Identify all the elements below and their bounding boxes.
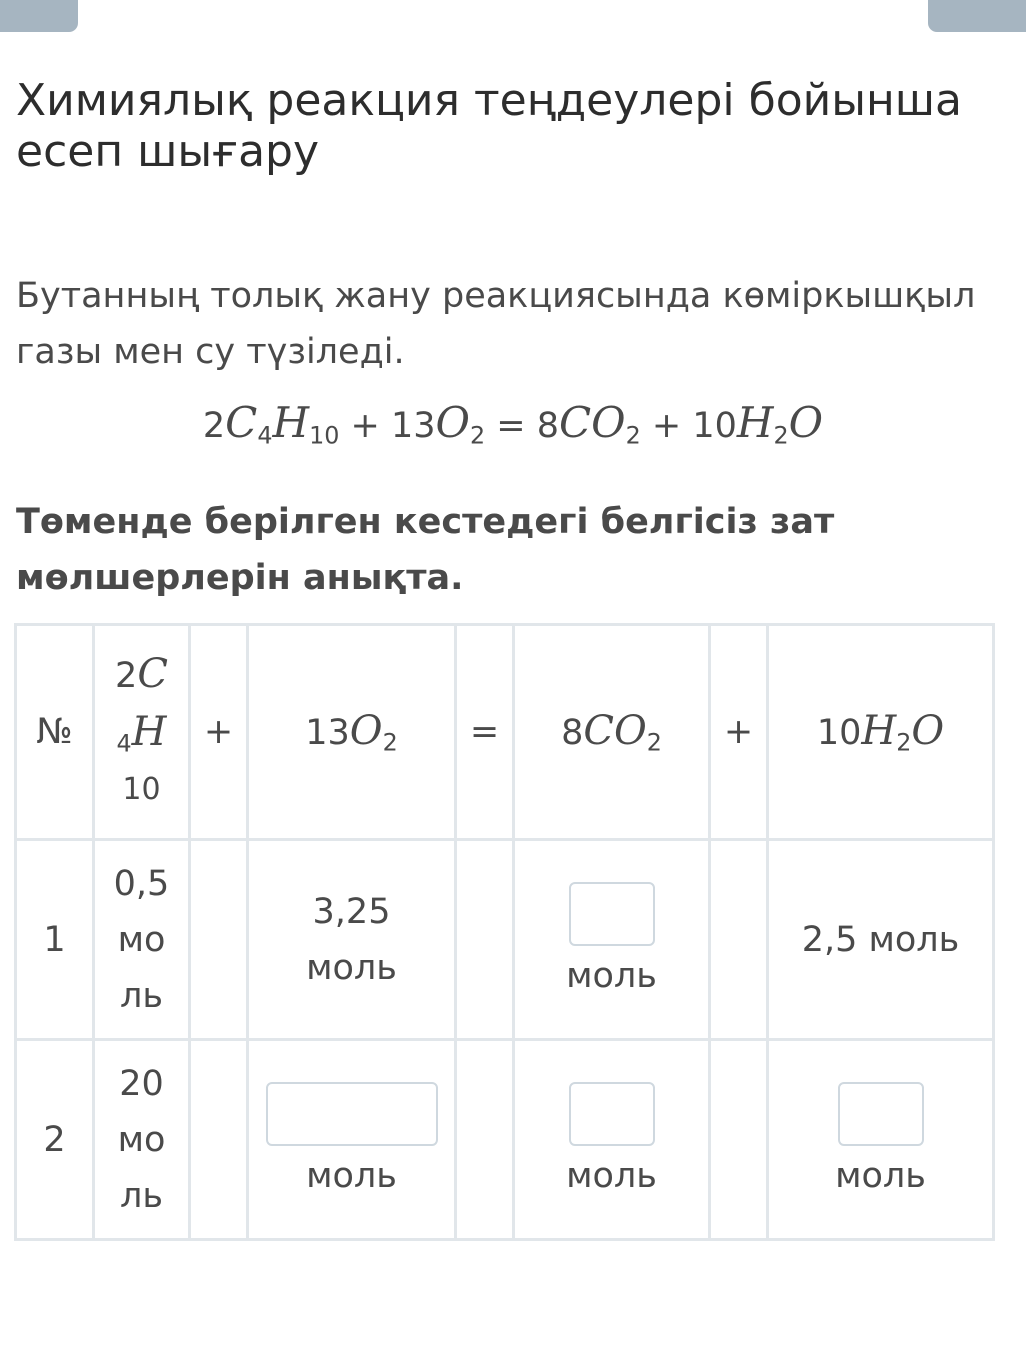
row-2-number: 2 xyxy=(16,1040,94,1240)
table-header-row xyxy=(16,625,994,840)
top-right-tab[interactable] xyxy=(928,0,1026,32)
row-2-plus-cell xyxy=(190,1040,248,1240)
row-1-oxygen: 3,25 моль xyxy=(248,840,456,1040)
row-2-co2-answer-input[interactable] xyxy=(569,1082,655,1146)
header-butane: 2C $_4$H 10 xyxy=(94,625,190,840)
row-1-number: 1 xyxy=(16,840,94,1040)
header-plus-2: + xyxy=(710,625,768,840)
row-1-co2: моль xyxy=(514,840,710,1040)
problem-description: Бутанның толық жану реакциясында көміркышқыл газы мен су түзіледі. xyxy=(16,276,976,372)
header-equals: = xyxy=(456,625,514,840)
row-1-water: 2,5 моль xyxy=(768,840,994,1040)
task-instruction: Төменде берілген кестедегі белгісіз зат мөлшерлерін анықта. xyxy=(16,502,835,598)
row-2-oxygen: моль xyxy=(248,1040,456,1240)
header-number: № xyxy=(16,625,94,840)
header-water: $10H_2O$ xyxy=(768,625,994,840)
row-2-water: моль xyxy=(768,1040,994,1240)
row-1-equals-cell xyxy=(456,840,514,1040)
header-co2: $8CO_2$ xyxy=(514,625,710,840)
table-row xyxy=(16,840,994,1040)
top-left-tab[interactable] xyxy=(0,0,78,32)
row-1-co2-answer-input[interactable] xyxy=(569,882,655,946)
row-1-butane: 0,5 мо ль xyxy=(94,840,190,1040)
row-2-plus-cell-2 xyxy=(710,1040,768,1240)
table-row xyxy=(16,1040,994,1240)
page-title: Химиялық реакция теңдеулері бойынша есеп шығару xyxy=(16,75,962,177)
amounts-table xyxy=(14,623,995,1241)
row-2-oxygen-answer-input[interactable] xyxy=(266,1082,438,1146)
reaction-equation: $2C_4H_{10} + 13O_2 = 8CO_2 + 10H_2O$ xyxy=(202,398,824,450)
header-oxygen: $13O_2$ xyxy=(248,625,456,840)
row-1-plus-cell-2 xyxy=(710,840,768,1040)
row-2-equals-cell xyxy=(456,1040,514,1240)
row-2-water-answer-input[interactable] xyxy=(838,1082,924,1146)
row-2-co2: моль xyxy=(514,1040,710,1240)
header-plus-1: + xyxy=(190,625,248,840)
row-2-butane: 20 мо ль xyxy=(94,1040,190,1240)
row-1-plus-cell xyxy=(190,840,248,1040)
